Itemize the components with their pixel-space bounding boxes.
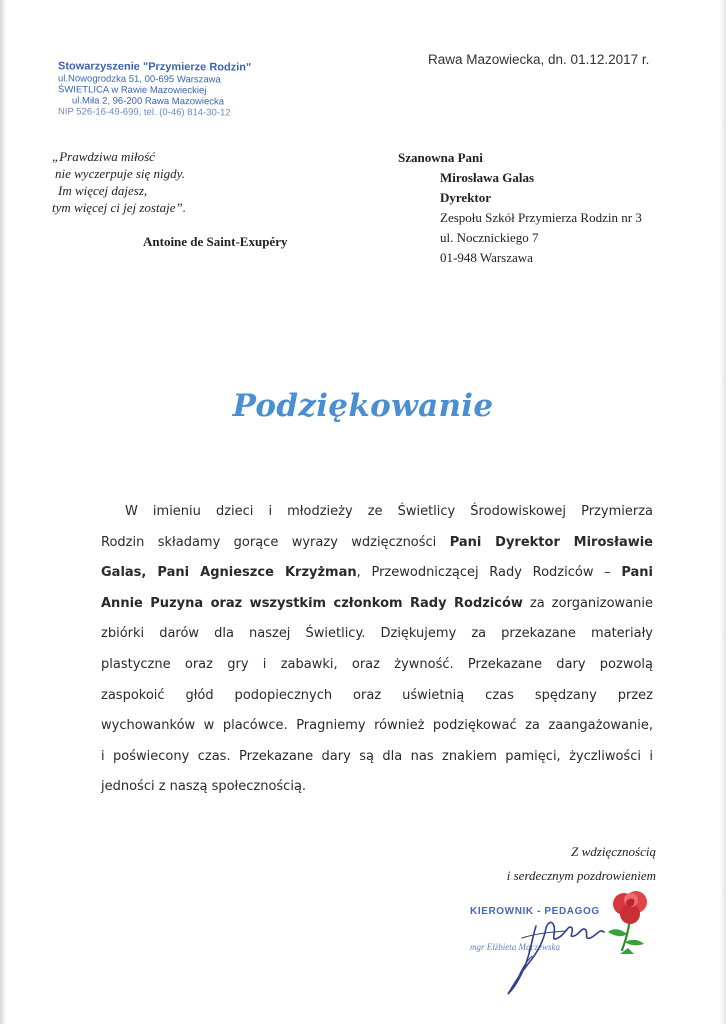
rose-icon [598,884,668,954]
quote-line: nie wyczerpuje się nigdy. [55,166,185,181]
epigraph-quote [52,148,186,216]
body-text-span: plastyczne oraz gry i zabawki, oraz żywność. Przekazane dary pozwolą [101,656,653,672]
body-text-span: za zorganizowanie [522,595,653,611]
body-line [101,531,653,562]
body-line [101,775,653,806]
closing-formula [507,840,656,888]
page-left-edge-shadow [0,0,6,1024]
body-text-span: , Przewodniczącej Rady Rodziców – [356,565,622,581]
stamp-line-branch: ŚWIETLICA w Rawie Mazowieckiej [58,84,207,97]
body-bold-span: Pani [621,565,653,581]
page-right-edge-shadow [720,0,726,1024]
body-text-span: zbiórki darów dla naszej Świetlicy. Dziękujemy za przekazane materiały [101,626,653,642]
body-line [101,622,653,653]
body-text-span: wychowanków w placówce. Pragniemy również podziękować za zaangażowanie, [101,718,653,734]
quote-author: Antoine de Saint-Exupéry [143,234,288,249]
recipient-name: Mirosława Galas [440,170,535,185]
closing-line: Z wdzięcznością [571,844,656,859]
body-line [101,561,653,592]
body-text-span: i poświecony czas. Przekazane dary są dla nas znakiem pamięci, życzliwości i [101,748,653,764]
recipient-city: 01-948 Warszawa [440,250,533,265]
stamp-line-nip-phone: NIP 526-16-49-699, tel. (0-46) 814-30-12 [58,106,231,119]
organization-stamp [58,59,263,118]
body-text-span: jedności z naszą społecznością. [101,779,307,795]
body-line [101,592,653,623]
body-line [101,714,653,745]
signature-title: KIEROWNIK - PEDAGOG [470,906,600,917]
quote-line: „Prawdziwa miłość [52,149,155,164]
body-bold-span: Annie Puzyna oraz wszystkim członkom Rady Rodziców [101,595,523,611]
body-line [101,745,653,776]
body-bold-span: Pani Dyrektor Mirosławie [449,534,653,550]
letter-date: Rawa Mazowiecka, dn. 01.12.2017 r. [428,52,650,67]
body-line [101,684,653,715]
signature-printed-name: mgr Elżbieta Mączewska [470,942,560,952]
recipient-position: Dyrektor [440,190,492,205]
stamp-line-organization: Stowarzyszenie "Przymierze Rodzin" [58,60,252,74]
stamp-line-branch-address: ul.Miła 2, 96-200 Rawa Mazowiecka [72,95,225,108]
quote-line: Im więcej dajesz, [58,183,148,198]
body-text-span: W imieniu dzieci i młodzieży ze Świetlicy Środowiskowej Przymierza [125,504,653,519]
closing-line: i serdecznym pozdrowieniem [506,868,656,883]
stamp-line-address: ul.Nowogrodzka 51, 00-695 Warszawa [58,73,221,86]
recipient-institution: Zespołu Szkół Przymierza Rodzin nr 3 [440,210,642,225]
recipient-street: ul. Nocznickiego 7 [440,230,539,245]
quote-line: tym więcej ci jej zostaje”. [52,200,186,215]
body-bold-span: Galas, Pani Agnieszce Krzyżman [101,565,357,581]
body-text-span: Rodzin składamy gorące wyrazy wdzięczności [101,534,450,550]
letter-body [101,500,653,806]
recipient-salutation: Szanowna Pani [398,150,483,165]
letter-title: Podziękowanie [232,388,494,424]
body-line [101,653,653,684]
body-line [101,500,653,531]
body-text-span: zaspokoić głód podopiecznych oraz uświetnią czas spędzany przez [101,687,653,703]
